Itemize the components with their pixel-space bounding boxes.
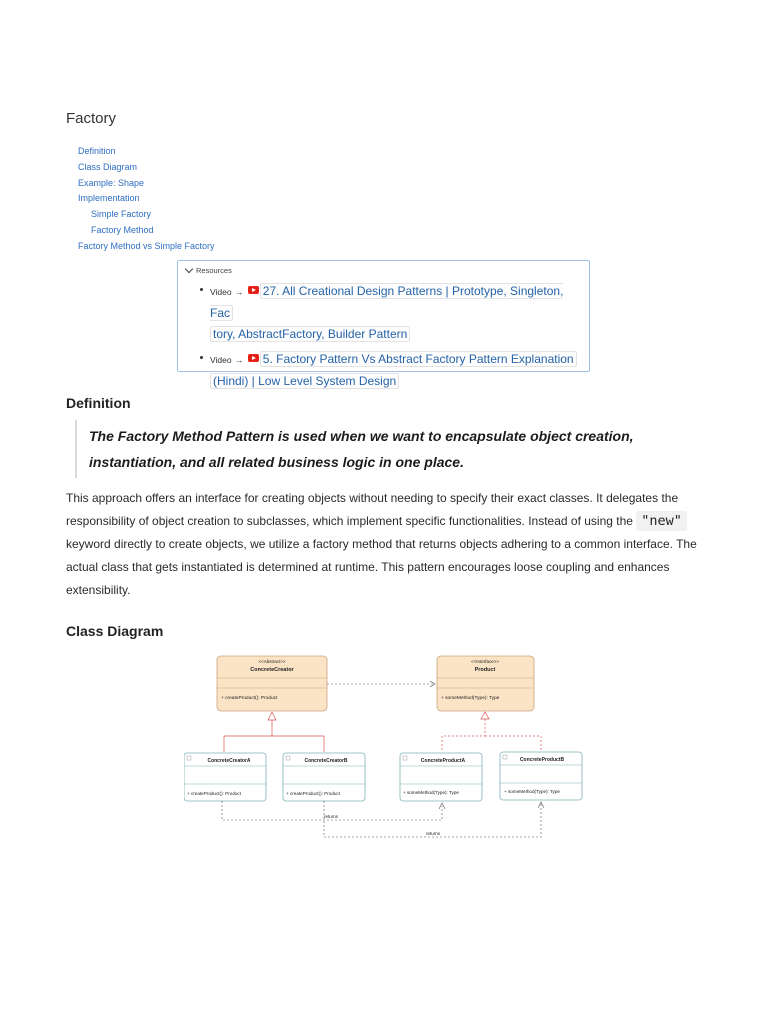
class-name: Product: [474, 667, 496, 673]
class-diagram-heading: Class Diagram: [66, 623, 164, 639]
resource-item: [200, 281, 586, 345]
toc-link-factory-method[interactable]: Factory Method: [91, 224, 154, 235]
toc-link-factory-vs-simple[interactable]: Factory Method vs Simple Factory: [78, 240, 215, 251]
class-concrete-creator: [217, 656, 327, 711]
resources-toggle-label: Resources: [196, 266, 232, 275]
returns-label: returns: [426, 831, 441, 836]
arrow-separator: →: [234, 287, 244, 297]
youtube-icon: [248, 286, 259, 294]
toc-link-example-shape[interactable]: Example: Shape: [78, 177, 145, 188]
paragraph-text: This approach offers an interface for creating objects without needing to specify their exact classes. It delegates the responsibility of object creation to subclasses, which implement specific functionalities. Instead of using the: [66, 491, 679, 528]
class-name: ConcreteProductA: [420, 758, 466, 764]
toc-link-simple-factory[interactable]: Simple Factory: [91, 209, 152, 220]
paragraph-text: keyword directly to create objects, we utilize a factory method that returns objects adhering to a common interface. The actual class that gets instantiated is determined at runtime. This pattern encourages loose coupling and enhances extensibility.: [66, 537, 697, 597]
resources-toggle[interactable]: [186, 266, 232, 275]
bullet-icon: [200, 356, 203, 359]
class-concrete-product-b: [500, 752, 582, 800]
inline-code: "new": [636, 511, 687, 531]
resources-toggle-block: [177, 260, 590, 388]
resources-list: [200, 281, 586, 396]
video-link[interactable]: 5. Factory Pattern Vs Abstract Factory Pattern Explanation: [260, 351, 577, 367]
definition-heading: Definition: [66, 395, 131, 411]
definition-quote: The Factory Method Pattern is used when we want to encapsulate object creation, instantiation, and all related business logic in one place.: [75, 420, 695, 478]
resource-item: [200, 349, 586, 392]
class-product: [437, 656, 534, 711]
class-name: ConcreteCreatorB: [304, 758, 348, 764]
toc-link-class-diagram[interactable]: Class Diagram: [78, 161, 138, 172]
chevron-down-icon: [185, 265, 193, 273]
resource-kind: Video: [210, 355, 232, 365]
stereotype-label: <<Abstract>>: [258, 659, 286, 664]
class-method: + someMethod(Type): Type: [504, 789, 560, 794]
class-name: ConcreteCreator: [250, 667, 294, 673]
stereotype-label: <<Interface>>: [470, 659, 500, 664]
class-method: + createProduct(): Product: [286, 791, 341, 796]
class-name: ConcreteCreatorA: [207, 758, 251, 764]
class-concrete-creator-a: [184, 753, 266, 801]
class-concrete-creator-b: [283, 753, 365, 801]
video-link[interactable]: 27. All Creational Design Patterns | Prototype, Singleton, Fac: [210, 284, 564, 320]
class-concrete-product-a: [400, 753, 482, 801]
class-method: + createProduct(): Product: [187, 791, 242, 796]
page-title: Factory: [66, 110, 117, 127]
returns-label: returns: [324, 814, 339, 819]
bullet-icon: [200, 288, 203, 291]
video-link-continued[interactable]: (Hindi) | Low Level System Design: [210, 373, 399, 389]
video-link-continued[interactable]: tory, AbstractFactory, Builder Pattern: [210, 326, 410, 342]
class-method: + someMethod(Type): Type: [403, 790, 459, 795]
class-name: ConcreteProductB: [519, 757, 565, 763]
resource-kind: Video: [210, 287, 232, 297]
youtube-icon: [248, 354, 259, 362]
class-method: + createProduct(): Product: [221, 696, 278, 701]
definition-paragraph: [66, 487, 706, 602]
arrow-separator: →: [234, 355, 244, 365]
toc-link-implementation[interactable]: Implementation: [78, 193, 140, 204]
class-method: + someMethod(Type): Type: [441, 696, 500, 701]
table-of-contents: [78, 144, 215, 255]
toc-link-definition[interactable]: Definition: [78, 146, 116, 156]
uml-class-diagram: [184, 648, 594, 858]
